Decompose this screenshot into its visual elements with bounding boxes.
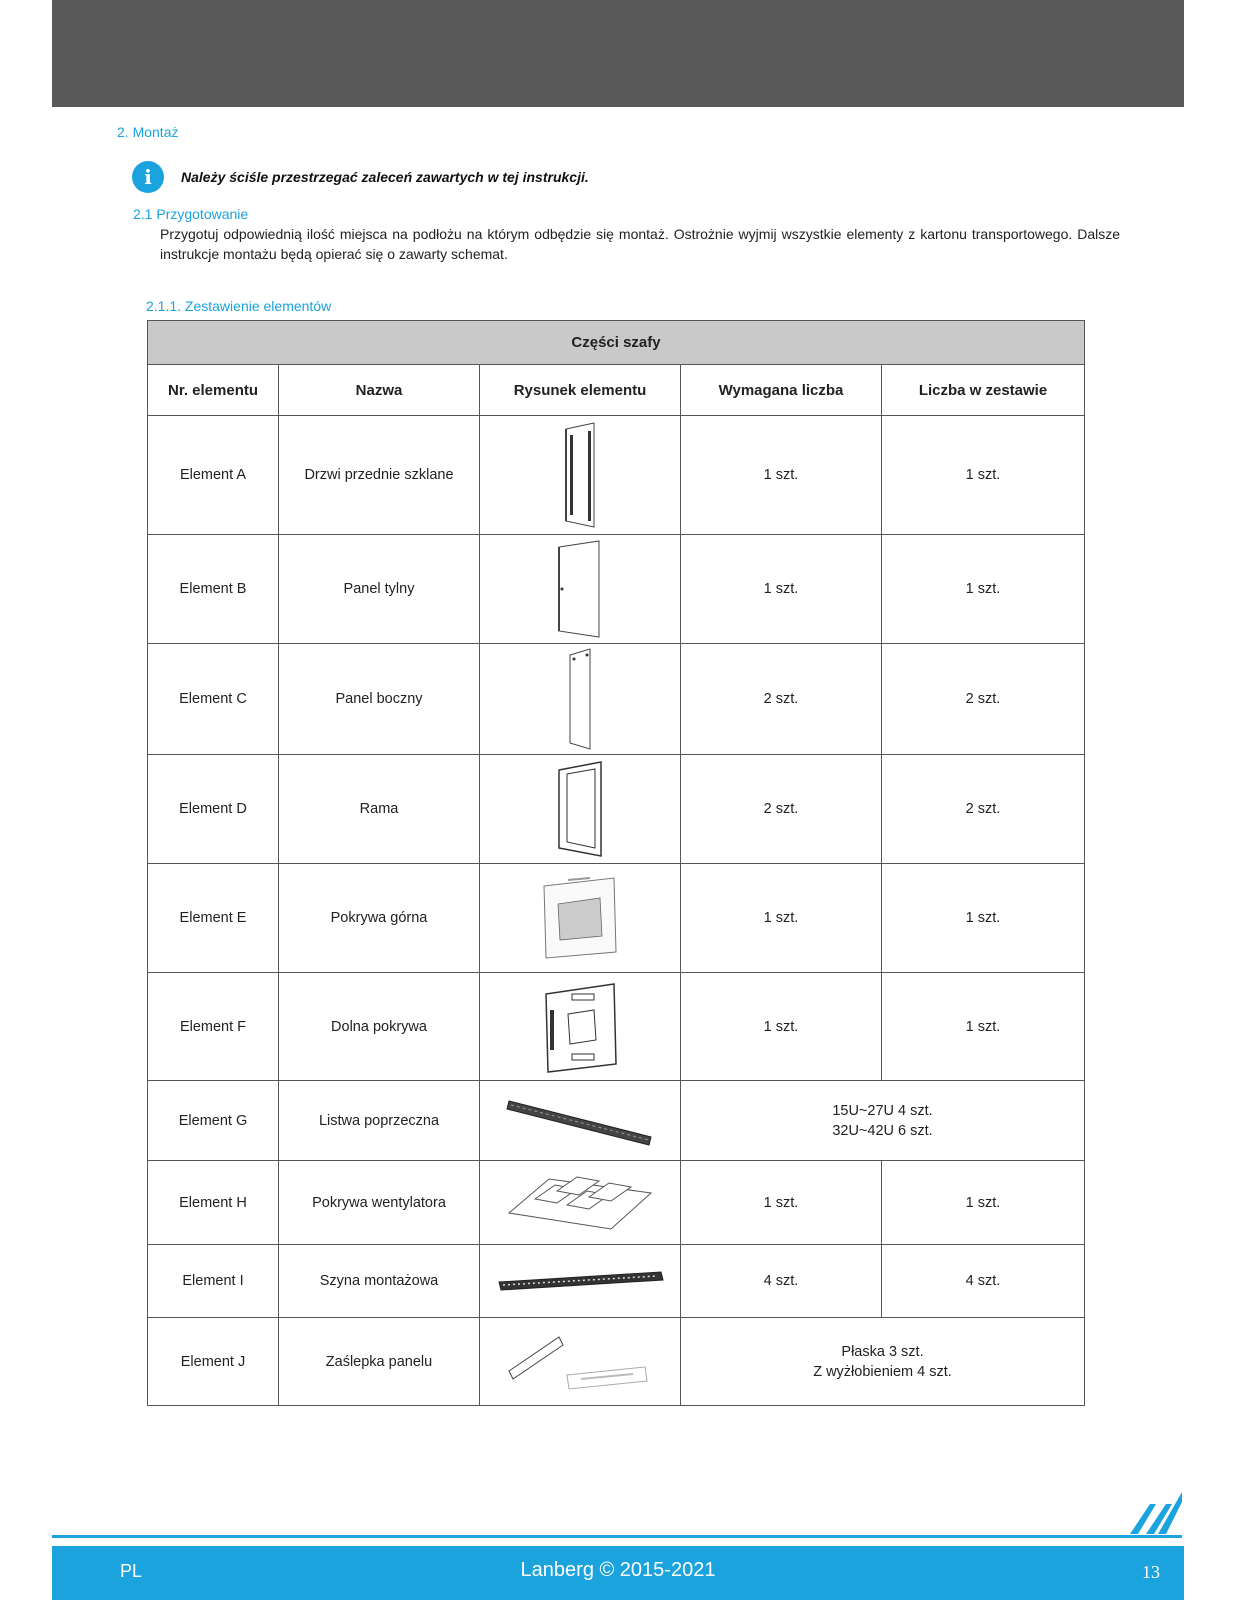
element-drawing [480,973,681,1081]
element-drawing [480,755,681,864]
element-name: Listwa poprzeczna [279,1081,480,1161]
required-count: 1 szt. [681,416,882,535]
kit-count: 1 szt. [882,1161,1085,1245]
kit-count: 2 szt. [882,755,1085,864]
element-name: Pokrywa górna [279,864,480,973]
table-row [148,1081,1085,1161]
element-drawing [480,535,681,644]
element-name: Rama [279,755,480,864]
merged-line: Z wyżłobieniem 4 szt. [813,1363,952,1380]
header-kit: Liczba w zestawie [882,365,1085,416]
notice [132,161,589,193]
element-drawing [480,644,681,755]
mounting-rail-icon [495,1268,665,1294]
table-caption: Części szafy [148,321,1085,365]
element-id: Element J [148,1318,279,1406]
header-required: Wymagana liczba [681,365,882,416]
table-row [148,535,1085,644]
top-cover-icon [540,876,620,960]
lanberg-logo-icon [1128,1488,1184,1536]
required-count: 1 szt. [681,535,882,644]
merged-line: Płaska 3 szt. [841,1343,924,1360]
element-id: Element H [148,1161,279,1245]
required-count: 1 szt. [681,864,882,973]
notice-text: Należy ściśle przestrzegać zaleceń zawartych w tej instrukcji. [181,169,589,185]
kit-count: 1 szt. [882,535,1085,644]
glass-door-icon [560,421,600,529]
info-icon: i [132,161,164,193]
element-name: Szyna montażowa [279,1245,480,1318]
frame-icon [555,760,605,858]
element-id: Element A [148,416,279,535]
element-id: Element I [148,1245,279,1318]
element-id: Element D [148,755,279,864]
element-drawing [480,1245,681,1318]
kit-count: 2 szt. [882,644,1085,755]
table-row [148,973,1085,1081]
element-drawing [480,1161,681,1245]
side-panel-icon [564,647,596,751]
header-bar [52,0,1184,107]
page-number: 13 [1142,1562,1160,1582]
table-row [148,1318,1085,1406]
merged-line: 15U~27U 4 szt. [832,1102,933,1119]
element-drawing [480,864,681,973]
table-row [148,755,1085,864]
kit-count: 4 szt. [882,1245,1085,1318]
footer-bar [52,1546,1184,1600]
required-count: 4 szt. [681,1245,882,1318]
element-drawing [480,416,681,535]
element-id: Element B [148,535,279,644]
subsubsection-title: 2.1.1. Zestawienie elementów [146,298,332,314]
table-row [148,1161,1085,1245]
element-name: Drzwi przednie szklane [279,416,480,535]
kit-count: 1 szt. [882,973,1085,1081]
element-name: Pokrywa wentylatora [279,1161,480,1245]
element-name: Dolna pokrywa [279,973,480,1081]
footer-line [52,1535,1182,1538]
blanking-panel-icon [505,1331,655,1393]
intro-paragraph: Przygotuj odpowiednią ilość miejsca na podłożu na którym odbędzie się montaż. Ostrożnie wyjmij wszystkie elementy z kartonu transportowego. Dalsze instrukcje montażu będą opierać się o zawarty schemat. [160,226,1120,262]
cross-bar-icon [505,1093,655,1149]
required-count: 1 szt. [681,1161,882,1245]
header-drawing: Rysunek elementu [480,365,681,416]
element-name: Panel tylny [279,535,480,644]
rear-panel-icon [555,539,605,639]
element-drawing [480,1081,681,1161]
element-id: Element E [148,864,279,973]
table-row [148,644,1085,755]
element-name: Zaślepka panelu [279,1318,480,1406]
required-count: 2 szt. [681,644,882,755]
section-title: 2. Montaż [117,124,179,140]
required-count: 2 szt. [681,755,882,864]
footer-copyright: Lanberg © 2015-2021 [520,1559,716,1581]
table-row [148,416,1085,535]
bottom-cover-icon [540,980,620,1074]
merged-count [681,1318,1085,1406]
element-drawing [480,1318,681,1406]
header-number: Nr. elementu [148,365,279,416]
kit-count: 1 szt. [882,416,1085,535]
element-name: Panel boczny [279,644,480,755]
merged-line: 32U~42U 6 szt. [832,1122,933,1139]
fan-cover-icon [505,1173,655,1233]
header-name: Nazwa [279,365,480,416]
table-row [148,864,1085,973]
element-id: Element C [148,644,279,755]
table-row [148,1245,1085,1318]
kit-count: 1 szt. [882,864,1085,973]
subsection-title: 2.1 Przygotowanie [133,206,249,222]
required-count: 1 szt. [681,973,882,1081]
merged-count [681,1081,1085,1161]
element-id: Element F [148,973,279,1081]
footer-language: PL [120,1561,143,1581]
element-id: Element G [148,1081,279,1161]
parts-table [147,320,1085,1406]
